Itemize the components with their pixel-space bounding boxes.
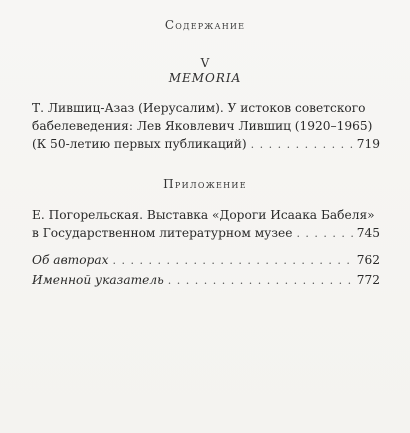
toc-entry-index	[32, 271, 380, 290]
toc-entry-memoria	[32, 99, 380, 154]
toc-entry-line: в Государственном литературном музее	[32, 226, 293, 240]
section-title: MEMORIA	[168, 71, 242, 85]
page-number: 719	[356, 137, 380, 151]
toc-entry-line: (К 50-летию первых публикаций)	[32, 137, 247, 151]
dot-leader	[296, 225, 352, 243]
toc-entry-leader-line	[32, 135, 380, 154]
toc-entry-label: Именной указатель	[32, 273, 164, 287]
toc-entry-leader-line	[32, 224, 380, 243]
page-number: 745	[356, 226, 380, 240]
toc-entry-appendix	[32, 206, 380, 243]
dot-leader	[113, 252, 353, 270]
page-number: 772	[356, 273, 380, 287]
dot-leader	[168, 272, 353, 290]
toc-entry-line: Т. Лившиц-Азаз (Иерусалим). У истоков советского	[32, 101, 366, 115]
section-number: V	[200, 56, 210, 70]
toc-entry-leader-line	[32, 251, 380, 270]
toc-entry-label: Об авторах	[32, 253, 109, 267]
dot-leader	[251, 136, 353, 154]
appendix-title: Приложение	[163, 177, 247, 191]
toc-entry-line: Е. Погорельская. Выставка «Дороги Исаака Бабеля»	[32, 208, 375, 222]
toc-entry-authors	[32, 251, 380, 270]
toc-entry-line: бабелеведения: Лев Яковлевич Лившиц (1920–1965)	[32, 119, 373, 133]
page-number: 762	[356, 253, 380, 267]
page-title: Содержание	[164, 18, 246, 32]
toc-entry-leader-line	[32, 271, 380, 290]
